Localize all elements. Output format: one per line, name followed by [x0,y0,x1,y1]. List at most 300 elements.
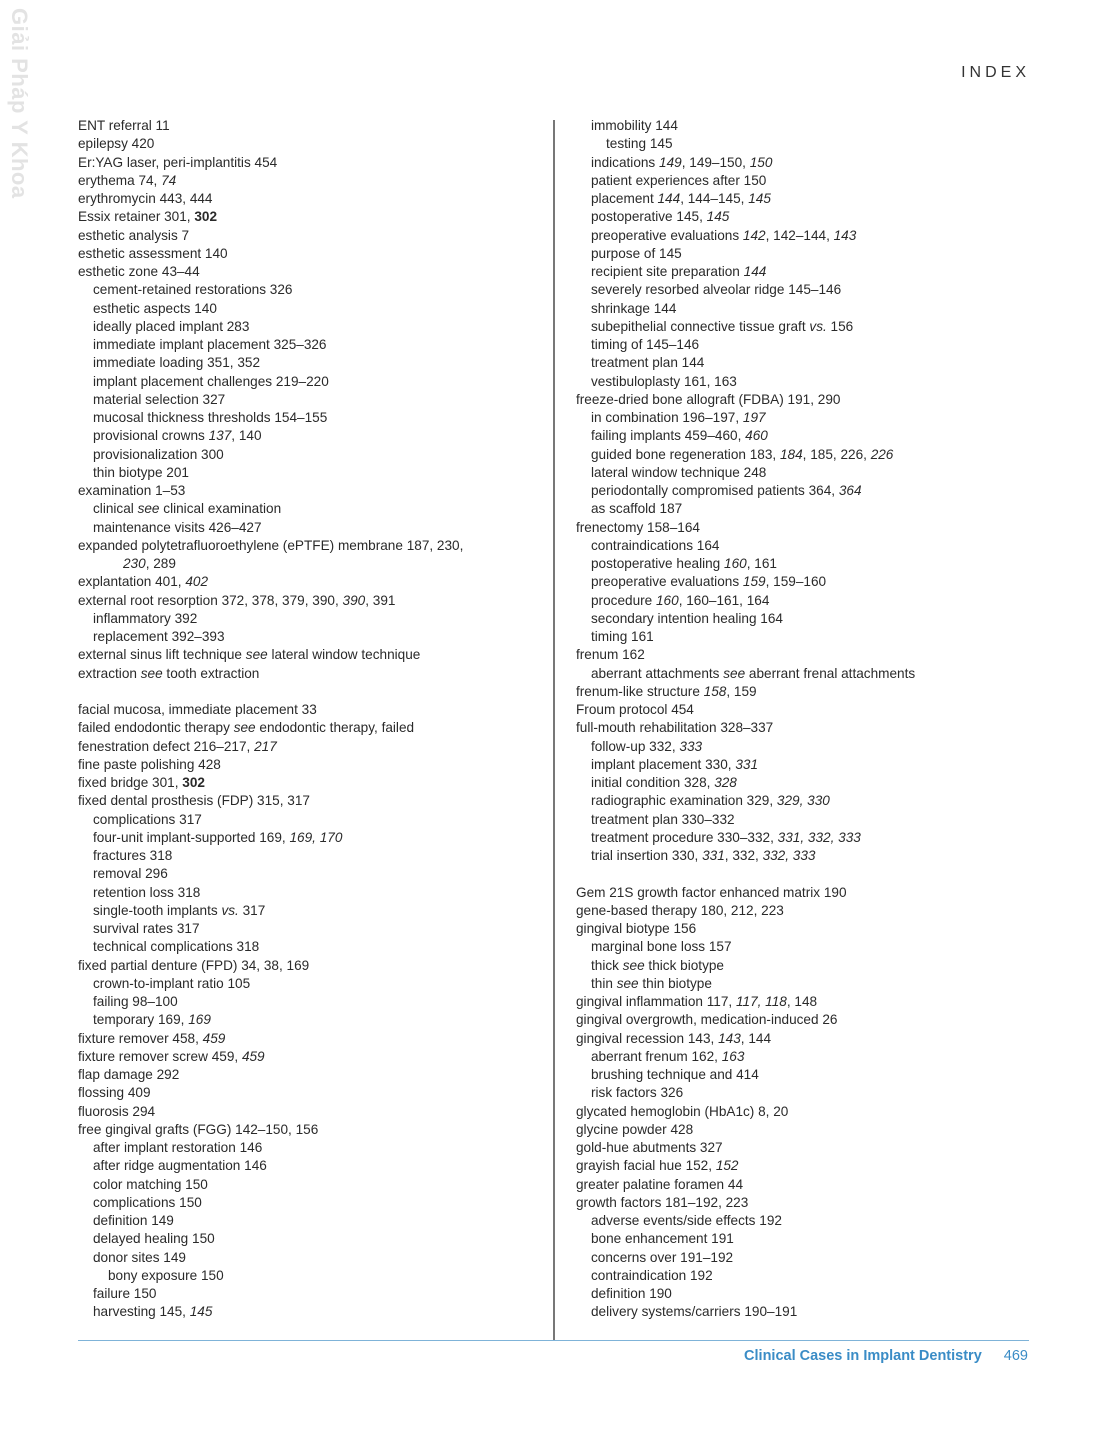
entry-text: follow-up 332, [591,738,680,754]
index-subentry [576,1048,1046,1066]
entry-text: Er:YAG laser, peri-implantitis 454 [78,154,278,170]
entry-text: facial mucosa, immediate placement 33 [78,702,317,717]
index-subentry [78,920,543,938]
index-entry [576,719,1046,737]
entry-text: , 289 [145,556,176,571]
entry-text: subepithelial connective tissue graft [591,318,810,334]
index-entry [78,172,543,190]
index-entry [78,957,543,975]
entry-text: 117, 118 [735,994,787,1009]
index-subentry [78,811,543,829]
index-subentry [576,1066,1046,1084]
index-subentry [576,1267,1046,1285]
index-subentry [576,1212,1046,1230]
index-subentry [576,154,1046,172]
index-subentry [576,172,1046,190]
index-subentry [576,1249,1046,1267]
index-entry [78,135,543,153]
index-subentry [576,665,1046,683]
entry-text: gingival inflammation 117, [576,994,736,1009]
index-entry [78,701,543,719]
entry-text: external root resorption 372, 378, 379, 390, [78,592,343,608]
index-subentry [78,1139,543,1157]
entry-text: immediate implant placement 325–326 [93,337,327,352]
index-entry [576,1139,1046,1157]
index-subentry [78,1285,543,1303]
entry-text: , 144 [740,1030,771,1046]
entry-text: 390 [342,592,366,608]
index-subentry [78,519,543,537]
entry-text: in combination 196–197, [591,410,743,425]
entry-text: gingival overgrowth, medication-induced 26 [576,1012,838,1028]
index-entry [576,902,1046,920]
entry-text: ENT referral 11 [78,118,170,133]
entry-text: complications 317 [93,811,202,827]
index-entry [576,1103,1046,1121]
index-subentry [576,628,1046,646]
entry-text: after implant restoration 146 [93,1140,263,1155]
index-entry-continuation [78,555,543,573]
entry-text: esthetic analysis 7 [78,227,190,243]
entry-text: risk factors 326 [591,1085,684,1101]
entry-text: 230 [123,556,146,571]
index-entry [78,738,543,756]
index-subentry [78,281,543,299]
entry-text: 333 [679,738,703,754]
entry-text: material selection 327 [93,391,226,407]
entry-text: fixture remover 458, [78,1030,203,1046]
entry-text: thick biotype [644,957,724,973]
entry-text: failed endodontic therapy [78,720,234,736]
entry-text: single-tooth implants [93,902,222,918]
index-subentry [78,1176,543,1194]
entry-text: concerns over 191–192 [591,1249,734,1265]
entry-text: , 159–160 [765,574,827,590]
entry-text: glycated hemoglobin (HbA1c) 8, 20 [576,1103,789,1119]
entry-text: 169 [188,1012,211,1028]
entry-text: patient experiences after 150 [591,172,767,188]
index-subentry [78,865,543,883]
entry-text: 74 [161,172,177,188]
entry-text: erythromycin 443, 444 [78,191,213,206]
index-subentry [78,628,543,646]
footer-rule [78,1340,1029,1341]
index-entry [78,646,543,664]
entry-text: timing of 145–146 [591,337,700,352]
index-subentry [78,847,543,865]
entry-text: replacement 392–393 [93,629,225,644]
entry-text: 152 [715,1158,739,1174]
index-subentry [576,1084,1046,1102]
entry-text: crown-to-implant ratio 105 [93,975,251,991]
index-subentry [576,336,1046,354]
entry-text: gold-hue abutments 327 [576,1140,723,1155]
entry-text: inflammatory 392 [93,610,198,626]
entry-text: fixed dental prosthesis (FDP) 315, 317 [78,793,310,809]
index-subentry [576,482,1046,500]
index-subentry [576,555,1046,573]
entry-text: 331, 332, 333 [777,829,861,845]
index-entry [78,665,543,683]
index-entry [78,1030,543,1048]
index-entry [78,1084,543,1102]
index-subentry [78,938,543,956]
entry-text: frenum 162 [576,647,645,663]
entry-text: delivery systems/carriers 190–191 [591,1304,798,1320]
entry-text: 331 [735,756,759,772]
entry-text: external sinus lift technique [78,647,246,663]
entry-text: technical complications 318 [93,939,260,955]
index-entry [576,1194,1046,1212]
entry-text: 217 [254,738,277,754]
index-subentry [576,811,1046,829]
entry-text: tooth extraction [162,665,260,681]
index-entry [78,756,543,774]
entry-text: color matching 150 [93,1176,208,1192]
index-entry [78,1103,543,1121]
entry-text: bone enhancement 191 [591,1231,734,1247]
entry-text: , 148 [786,994,818,1009]
index-subentry [576,847,1046,865]
entry-text: aberrant frenal attachments [745,665,916,681]
index-subentry [78,318,543,336]
entry-text: mucosal thickness thresholds 154–155 [93,410,328,425]
index-subentry [576,975,1046,993]
entry-text: vs. [809,318,827,334]
entry-text: 331 [702,848,725,863]
index-subentry [78,1303,543,1321]
entry-text: harvesting 145, [93,1304,190,1320]
entry-text: epilepsy 420 [78,136,155,152]
entry-text: see [140,665,163,681]
index-entry [78,1066,543,1084]
entry-text: extraction [78,665,141,681]
entry-text: thick [591,957,623,973]
index-entry [78,573,543,591]
entry-text: 145 [706,209,730,225]
entry-text: fluorosis 294 [78,1103,156,1119]
entry-text: fine paste polishing 428 [78,756,221,772]
entry-text: 160 [724,556,747,571]
entry-text: flap damage 292 [78,1067,180,1082]
entry-text: shrinkage 144 [591,300,677,316]
index-subentry [78,1267,543,1285]
entry-text: , 185, 226, [802,446,871,462]
entry-text: freeze-dried bone allograft (FDBA) 191, 290 [576,391,841,407]
section-header: INDEX [961,64,1030,81]
column-divider [553,120,555,1340]
entry-text: fractures 318 [93,848,173,863]
index-entry [576,1157,1046,1175]
index-entry [576,391,1046,409]
index-entry [78,792,543,810]
index-subentry [78,1157,543,1175]
entry-text: failure 150 [93,1286,157,1301]
book-title: Clinical Cases in Implant Dentistry [744,1348,982,1364]
index-subentry [576,245,1046,263]
entry-text: postoperative 145, [591,209,707,225]
index-subentry [576,427,1046,445]
index-subentry [576,957,1046,975]
index-subentry [78,829,543,847]
entry-text: endodontic therapy, failed [255,720,415,736]
index-subentry [78,1011,543,1029]
entry-text: 459 [202,1030,226,1046]
entry-text: fixed bridge 301, [78,775,183,790]
index-entry [78,537,543,555]
entry-text: definition 190 [591,1286,672,1301]
index-entry [78,774,543,792]
entry-text: marginal bone loss 157 [591,939,732,955]
entry-text: postoperative healing [591,556,725,571]
index-entry [576,884,1046,902]
index-subentry [576,227,1046,245]
entry-text: clinical [93,501,138,517]
index-subentry [576,1285,1046,1303]
entry-text: , 332, [724,848,763,863]
entry-text: initial condition 328, [591,775,715,790]
entry-text: fixture remover screw 459, [78,1048,242,1064]
index-entry [78,227,543,245]
index-entry [576,1011,1046,1029]
entry-text: complications 150 [93,1194,202,1210]
entry-text: 150 [749,154,773,170]
entry-text: 460 [745,428,768,444]
entry-text: 137 [208,428,232,444]
index-subentry [576,281,1046,299]
entry-text: 144 [657,191,681,206]
entry-text: immobility 144 [591,118,678,133]
entry-text: lateral window technique [267,647,421,663]
entry-text: aberrant frenum 162, [591,1048,722,1064]
entry-text: 158 [703,683,727,699]
index-entry [576,683,1046,701]
entry-text: 156 [826,318,854,334]
index-subentry [576,792,1046,810]
index-entry [576,701,1046,719]
index-subentry [576,117,1046,135]
index-subentry [576,938,1046,956]
entry-text: brushing technique and 414 [591,1067,759,1082]
index-subentry [78,409,543,427]
entry-text: gene-based therapy 180, 212, 223 [576,902,784,918]
entry-text: grayish facial hue 152, [576,1158,716,1174]
index-subentry [576,537,1046,555]
entry-text: provisionalization 300 [93,446,224,462]
entry-text: preoperative evaluations [591,227,743,243]
entry-text: 143 [833,227,857,243]
entry-text: after ridge augmentation 146 [93,1158,267,1174]
index-entry [78,117,543,135]
entry-text: glycine powder 428 [576,1121,694,1137]
index-entry [78,190,543,208]
entry-text: 145 [189,1304,213,1320]
entry-text: secondary intention healing 164 [591,610,783,626]
entry-text: contraindication 192 [591,1267,713,1283]
index-subentry [576,263,1046,281]
entry-text: implant placement challenges 219–220 [93,373,329,389]
footer [744,1348,1028,1364]
entry-text: delayed healing 150 [93,1231,215,1247]
entry-text: esthetic assessment 140 [78,245,228,261]
entry-text: retention loss 318 [93,884,201,900]
entry-text: frenectomy 158–164 [576,519,700,535]
entry-text: 149 [659,154,682,170]
entry-text: failing 98–100 [93,994,178,1009]
entry-text: , 391 [365,592,396,608]
entry-text: treatment plan 330–332 [591,811,735,827]
entry-text: immediate loading 351, 352 [93,355,261,371]
index-entry [78,1121,543,1139]
entry-text: 332, 333 [762,848,816,863]
entry-text: 329, 330 [776,793,830,809]
index-subentry [576,354,1046,372]
entry-text: 226 [870,446,894,462]
index-subentry [576,738,1046,756]
entry-text: maintenance visits 426–427 [93,519,262,535]
index-entry [576,1176,1046,1194]
index-subentry [78,884,543,902]
index-subentry [78,373,543,391]
entry-text: treatment procedure 330–332, [591,829,778,845]
entry-text: trial insertion 330, [591,848,703,863]
entry-text: survival rates 317 [93,921,200,936]
entry-text: periodontally compromised patients 364, [591,483,839,498]
entry-text: fixed partial denture (FPD) 34, 38, 169 [78,957,310,973]
entry-text: erythema 74, [78,172,162,188]
index-subentry [78,1194,543,1212]
index-subentry [78,610,543,628]
entry-text: see [245,647,268,663]
entry-text: , 142–144, [765,227,834,243]
entry-text: , 149–150, [681,154,750,170]
index-subentry [78,1230,543,1248]
index-subentry [78,354,543,372]
index-subentry [78,336,543,354]
index-entry [78,208,543,226]
index-subentry [576,135,1046,153]
entry-text: free gingival grafts (FGG) 142–150, 156 [78,1121,319,1137]
entry-text: , 159 [726,683,757,699]
index-entry [78,1048,543,1066]
entry-text: 163 [721,1048,745,1064]
entry-text: thin biotype 201 [93,464,189,480]
entry-text: indications [591,154,660,170]
entry-text: 144 [743,264,767,279]
entry-text: ideally placed implant 283 [93,318,250,334]
entry-text: explantation 401, [78,574,186,590]
entry-text: 317 [238,902,266,918]
index-column-right [576,117,1046,1322]
index-entry [78,482,543,500]
index-subentry [576,300,1046,318]
entry-text: expanded polytetrafluoroethylene (ePTFE) membrane 187, 230, [78,537,464,553]
entry-text: , 144–145, [680,191,749,206]
entry-text: see [622,957,645,973]
entry-text: purpose of 145 [591,245,682,261]
index-subentry [576,756,1046,774]
entry-text: Gem 21S growth factor enhanced matrix 190 [576,884,847,900]
entry-text: see [233,720,256,736]
entry-text: 142 [742,227,766,243]
entry-text: thin [591,975,617,991]
entry-spacer [78,683,543,701]
entry-text: adverse events/side effects 192 [591,1213,782,1228]
entry-text: gingival recession 143, [576,1030,719,1046]
entry-text: 459 [241,1048,265,1064]
entry-text: guided bone regeneration 183, [591,446,780,462]
entry-text: 160 [656,592,679,608]
entry-text: 159 [742,574,766,590]
index-subentry [576,409,1046,427]
entry-text: 184 [779,446,803,462]
entry-text: procedure [591,592,656,608]
entry-text: temporary 169, [93,1012,189,1028]
index-subentry [576,318,1046,336]
index-subentry [78,500,543,518]
entry-text: frenum-like structure [576,683,704,699]
index-entry [576,646,1046,664]
entry-text: 302 [182,775,205,790]
index-subentry [576,464,1046,482]
entry-text: gingival biotype 156 [576,921,697,936]
entry-text: vestibuloplasty 161, 163 [591,373,737,389]
entry-text: as scaffold 187 [591,501,683,517]
index-subentry [576,1303,1046,1321]
index-subentry [576,373,1046,391]
entry-text: see [723,665,746,681]
index-subentry [78,902,543,920]
entry-text: 169, 170 [289,829,343,845]
index-subentry [576,446,1046,464]
index-subentry [78,427,543,445]
entry-text: 143 [718,1030,741,1046]
index-entry [576,920,1046,938]
entry-text: failing implants 459–460, [591,428,746,444]
entry-text: , 161 [746,556,777,571]
entry-text: severely resorbed alveolar ridge 145–146 [591,282,842,298]
index-subentry [576,774,1046,792]
index-subentry [78,446,543,464]
index-subentry [78,391,543,409]
entry-text: lateral window technique 248 [591,464,767,480]
entry-text: , 140 [231,428,262,444]
entry-text: removal 296 [93,866,168,882]
entry-text: thin biotype [638,975,712,991]
entry-text: 402 [185,574,209,590]
index-entry [78,245,543,263]
index-entry [576,1121,1046,1139]
index-entry [78,592,543,610]
index-subentry [576,829,1046,847]
index-subentry [576,573,1046,591]
entry-text: examination 1–53 [78,483,186,498]
watermark: Giải Pháp Y Khoa [7,8,32,199]
entry-text: see [137,501,160,517]
entry-text: esthetic aspects 140 [93,300,217,316]
index-entry [78,154,543,172]
entry-text: see [616,975,639,991]
index-subentry [576,1230,1046,1248]
index-entry [78,719,543,737]
entry-text: 302 [194,209,218,225]
entry-text: 197 [742,410,766,425]
entry-text: Essix retainer 301, [78,209,195,225]
entry-text: provisional crowns [93,428,209,444]
entry-text: recipient site preparation [591,264,744,279]
index-subentry [576,208,1046,226]
index-entry [576,993,1046,1011]
